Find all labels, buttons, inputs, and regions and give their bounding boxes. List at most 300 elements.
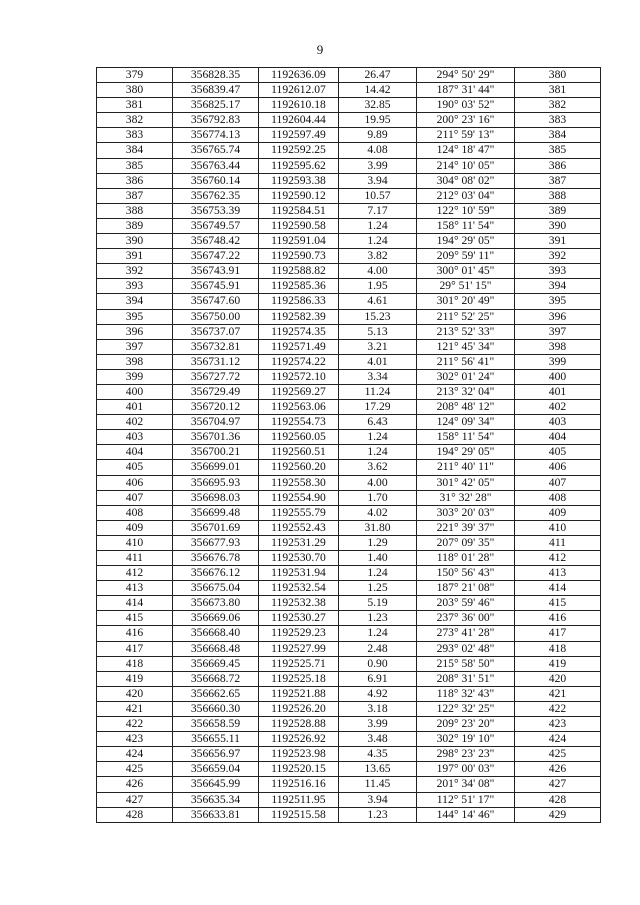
next-point-number-cell: 402 [515, 400, 601, 415]
bearing-cell: 302° 19' 10" [417, 732, 515, 747]
y-coordinate-cell: 1192582.39 [259, 309, 339, 324]
table-row [97, 113, 601, 128]
next-point-number-cell: 423 [515, 717, 601, 732]
x-coordinate-cell: 356676.12 [173, 566, 259, 581]
y-coordinate-cell: 1192572.10 [259, 369, 339, 384]
bearing-cell: 124° 18' 47" [417, 143, 515, 158]
point-number-cell: 388 [97, 203, 173, 218]
distance-cell: 1.24 [339, 626, 417, 641]
bearing-cell: 304° 08' 02" [417, 173, 515, 188]
bearing-cell: 298° 23' 23" [417, 747, 515, 762]
y-coordinate-cell: 1192592.25 [259, 143, 339, 158]
y-coordinate-cell: 1192527.99 [259, 641, 339, 656]
distance-cell: 19.95 [339, 113, 417, 128]
coordinate-table-body [97, 68, 601, 823]
bearing-cell: 124° 09' 34" [417, 415, 515, 430]
table-row [97, 611, 601, 626]
table-row [97, 535, 601, 550]
y-coordinate-cell: 1192588.82 [259, 264, 339, 279]
table-row [97, 641, 601, 656]
distance-cell: 3.18 [339, 701, 417, 716]
y-coordinate-cell: 1192597.49 [259, 128, 339, 143]
y-coordinate-cell: 1192585.36 [259, 279, 339, 294]
y-coordinate-cell: 1192532.54 [259, 581, 339, 596]
y-coordinate-cell: 1192554.73 [259, 415, 339, 430]
x-coordinate-cell: 356677.93 [173, 535, 259, 550]
distance-cell: 31.80 [339, 520, 417, 535]
point-number-cell: 385 [97, 158, 173, 173]
distance-cell: 4.00 [339, 264, 417, 279]
table-row [97, 551, 601, 566]
next-point-number-cell: 418 [515, 641, 601, 656]
next-point-number-cell: 381 [515, 83, 601, 98]
y-coordinate-cell: 1192586.33 [259, 294, 339, 309]
y-coordinate-cell: 1192521.88 [259, 686, 339, 701]
table-row [97, 264, 601, 279]
point-number-cell: 412 [97, 566, 173, 581]
point-number-cell: 427 [97, 792, 173, 807]
bearing-cell: 212° 03' 04" [417, 188, 515, 203]
y-coordinate-cell: 1192636.09 [259, 68, 339, 83]
y-coordinate-cell: 1192555.79 [259, 505, 339, 520]
x-coordinate-cell: 356825.17 [173, 98, 259, 113]
bearing-cell: 201° 34' 08" [417, 777, 515, 792]
distance-cell: 9.89 [339, 128, 417, 143]
distance-cell: 15.23 [339, 309, 417, 324]
y-coordinate-cell: 1192523.98 [259, 747, 339, 762]
next-point-number-cell: 401 [515, 384, 601, 399]
x-coordinate-cell: 356701.69 [173, 520, 259, 535]
x-coordinate-cell: 356704.97 [173, 415, 259, 430]
next-point-number-cell: 411 [515, 535, 601, 550]
table-row [97, 626, 601, 641]
distance-cell: 7.17 [339, 203, 417, 218]
point-number-cell: 405 [97, 460, 173, 475]
point-number-cell: 421 [97, 701, 173, 716]
distance-cell: 3.21 [339, 339, 417, 354]
bearing-cell: 194° 29' 05" [417, 445, 515, 460]
table-row [97, 415, 601, 430]
y-coordinate-cell: 1192558.30 [259, 475, 339, 490]
point-number-cell: 410 [97, 535, 173, 550]
bearing-cell: 209° 23' 20" [417, 717, 515, 732]
x-coordinate-cell: 356699.01 [173, 460, 259, 475]
next-point-number-cell: 428 [515, 792, 601, 807]
next-point-number-cell: 420 [515, 671, 601, 686]
bearing-cell: 303° 20' 03" [417, 505, 515, 520]
x-coordinate-cell: 356720.12 [173, 400, 259, 415]
distance-cell: 6.43 [339, 415, 417, 430]
point-number-cell: 380 [97, 83, 173, 98]
x-coordinate-cell: 356774.13 [173, 128, 259, 143]
bearing-cell: 122° 10' 59" [417, 203, 515, 218]
distance-cell: 4.92 [339, 686, 417, 701]
bearing-cell: 211° 59' 13" [417, 128, 515, 143]
distance-cell: 6.91 [339, 671, 417, 686]
point-number-cell: 382 [97, 113, 173, 128]
y-coordinate-cell: 1192590.58 [259, 218, 339, 233]
point-number-cell: 408 [97, 505, 173, 520]
point-number-cell: 379 [97, 68, 173, 83]
coordinate-table [96, 67, 601, 823]
point-number-cell: 422 [97, 717, 173, 732]
y-coordinate-cell: 1192531.29 [259, 535, 339, 550]
bearing-cell: 200° 23' 16" [417, 113, 515, 128]
x-coordinate-cell: 356839.47 [173, 83, 259, 98]
table-row [97, 128, 601, 143]
y-coordinate-cell: 1192593.38 [259, 173, 339, 188]
point-number-cell: 404 [97, 445, 173, 460]
bearing-cell: 112° 51' 17" [417, 792, 515, 807]
table-row [97, 173, 601, 188]
x-coordinate-cell: 356753.39 [173, 203, 259, 218]
x-coordinate-cell: 356765.74 [173, 143, 259, 158]
bearing-cell: 187° 21' 08" [417, 581, 515, 596]
x-coordinate-cell: 356633.81 [173, 807, 259, 822]
point-number-cell: 389 [97, 218, 173, 233]
bearing-cell: 209° 59' 11" [417, 249, 515, 264]
table-row [97, 792, 601, 807]
y-coordinate-cell: 1192530.27 [259, 611, 339, 626]
table-row [97, 98, 601, 113]
table-row [97, 686, 601, 701]
y-coordinate-cell: 1192591.04 [259, 234, 339, 249]
x-coordinate-cell: 356700.21 [173, 445, 259, 460]
next-point-number-cell: 386 [515, 158, 601, 173]
y-coordinate-cell: 1192560.20 [259, 460, 339, 475]
point-number-cell: 398 [97, 354, 173, 369]
page-number: 9 [316, 42, 324, 57]
table-row [97, 384, 601, 399]
next-point-number-cell: 429 [515, 807, 601, 822]
next-point-number-cell: 390 [515, 218, 601, 233]
bearing-cell: 31° 32' 28" [417, 490, 515, 505]
bearing-cell: 215° 58' 50" [417, 656, 515, 671]
point-number-cell: 387 [97, 188, 173, 203]
y-coordinate-cell: 1192530.70 [259, 551, 339, 566]
distance-cell: 32.85 [339, 98, 417, 113]
x-coordinate-cell: 356668.40 [173, 626, 259, 641]
bearing-cell: 301° 20' 49" [417, 294, 515, 309]
point-number-cell: 381 [97, 98, 173, 113]
distance-cell: 1.23 [339, 807, 417, 822]
point-number-cell: 400 [97, 384, 173, 399]
x-coordinate-cell: 356656.97 [173, 747, 259, 762]
bearing-cell: 29° 51' 15" [417, 279, 515, 294]
table-row [97, 324, 601, 339]
distance-cell: 1.40 [339, 551, 417, 566]
table-row [97, 143, 601, 158]
distance-cell: 14.42 [339, 83, 417, 98]
x-coordinate-cell: 356676.78 [173, 551, 259, 566]
next-point-number-cell: 404 [515, 430, 601, 445]
next-point-number-cell: 421 [515, 686, 601, 701]
table-row [97, 249, 601, 264]
y-coordinate-cell: 1192526.92 [259, 732, 339, 747]
x-coordinate-cell: 356669.06 [173, 611, 259, 626]
distance-cell: 4.01 [339, 354, 417, 369]
point-number-cell: 402 [97, 415, 173, 430]
point-number-cell: 417 [97, 641, 173, 656]
next-point-number-cell: 422 [515, 701, 601, 716]
distance-cell: 4.02 [339, 505, 417, 520]
next-point-number-cell: 391 [515, 234, 601, 249]
y-coordinate-cell: 1192511.95 [259, 792, 339, 807]
distance-cell: 10.57 [339, 188, 417, 203]
x-coordinate-cell: 356732.81 [173, 339, 259, 354]
table-row [97, 732, 601, 747]
x-coordinate-cell: 356729.49 [173, 384, 259, 399]
distance-cell: 4.08 [339, 143, 417, 158]
x-coordinate-cell: 356749.57 [173, 218, 259, 233]
table-row [97, 596, 601, 611]
bearing-cell: 294° 50' 29" [417, 68, 515, 83]
next-point-number-cell: 419 [515, 656, 601, 671]
y-coordinate-cell: 1192528.88 [259, 717, 339, 732]
point-number-cell: 390 [97, 234, 173, 249]
table-row [97, 218, 601, 233]
distance-cell: 4.61 [339, 294, 417, 309]
distance-cell: 1.29 [339, 535, 417, 550]
x-coordinate-cell: 356645.99 [173, 777, 259, 792]
point-number-cell: 411 [97, 551, 173, 566]
table-row [97, 279, 601, 294]
distance-cell: 1.24 [339, 218, 417, 233]
x-coordinate-cell: 356673.80 [173, 596, 259, 611]
point-number-cell: 416 [97, 626, 173, 641]
next-point-number-cell: 417 [515, 626, 601, 641]
x-coordinate-cell: 356669.45 [173, 656, 259, 671]
y-coordinate-cell: 1192554.90 [259, 490, 339, 505]
table-row [97, 188, 601, 203]
x-coordinate-cell: 356660.30 [173, 701, 259, 716]
bearing-cell: 300° 01' 45" [417, 264, 515, 279]
y-coordinate-cell: 1192516.16 [259, 777, 339, 792]
distance-cell: 3.94 [339, 792, 417, 807]
next-point-number-cell: 414 [515, 581, 601, 596]
table-row [97, 83, 601, 98]
next-point-number-cell: 400 [515, 369, 601, 384]
distance-cell: 1.24 [339, 566, 417, 581]
next-point-number-cell: 405 [515, 445, 601, 460]
point-number-cell: 396 [97, 324, 173, 339]
table-row [97, 203, 601, 218]
y-coordinate-cell: 1192520.15 [259, 762, 339, 777]
y-coordinate-cell: 1192604.44 [259, 113, 339, 128]
point-number-cell: 386 [97, 173, 173, 188]
table-row [97, 460, 601, 475]
distance-cell: 1.24 [339, 234, 417, 249]
x-coordinate-cell: 356659.04 [173, 762, 259, 777]
x-coordinate-cell: 356635.34 [173, 792, 259, 807]
next-point-number-cell: 397 [515, 324, 601, 339]
bearing-cell: 302° 01' 24" [417, 369, 515, 384]
y-coordinate-cell: 1192532.38 [259, 596, 339, 611]
bearing-cell: 214° 10' 05" [417, 158, 515, 173]
bearing-cell: 211° 40' 11" [417, 460, 515, 475]
bearing-cell: 237° 36' 00" [417, 611, 515, 626]
distance-cell: 1.23 [339, 611, 417, 626]
distance-cell: 1.70 [339, 490, 417, 505]
y-coordinate-cell: 1192560.51 [259, 445, 339, 460]
distance-cell: 1.24 [339, 430, 417, 445]
next-point-number-cell: 412 [515, 551, 601, 566]
table-row [97, 717, 601, 732]
bearing-cell: 211° 52' 25" [417, 309, 515, 324]
distance-cell: 3.48 [339, 732, 417, 747]
next-point-number-cell: 392 [515, 249, 601, 264]
table-row [97, 807, 601, 822]
next-point-number-cell: 399 [515, 354, 601, 369]
y-coordinate-cell: 1192574.22 [259, 354, 339, 369]
x-coordinate-cell: 356701.36 [173, 430, 259, 445]
point-number-cell: 393 [97, 279, 173, 294]
next-point-number-cell: 395 [515, 294, 601, 309]
point-number-cell: 383 [97, 128, 173, 143]
next-point-number-cell: 388 [515, 188, 601, 203]
table-row [97, 777, 601, 792]
next-point-number-cell: 385 [515, 143, 601, 158]
distance-cell: 13.65 [339, 762, 417, 777]
x-coordinate-cell: 356792.83 [173, 113, 259, 128]
distance-cell: 1.24 [339, 445, 417, 460]
point-number-cell: 392 [97, 264, 173, 279]
distance-cell: 1.95 [339, 279, 417, 294]
point-number-cell: 409 [97, 520, 173, 535]
point-number-cell: 420 [97, 686, 173, 701]
bearing-cell: 211° 56' 41" [417, 354, 515, 369]
distance-cell: 3.94 [339, 173, 417, 188]
next-point-number-cell: 424 [515, 732, 601, 747]
x-coordinate-cell: 356737.07 [173, 324, 259, 339]
distance-cell: 1.25 [339, 581, 417, 596]
bearing-cell: 293° 02' 48" [417, 641, 515, 656]
x-coordinate-cell: 356750.00 [173, 309, 259, 324]
table-row [97, 445, 601, 460]
next-point-number-cell: 408 [515, 490, 601, 505]
y-coordinate-cell: 1192531.94 [259, 566, 339, 581]
bearing-cell: 118° 01' 28" [417, 551, 515, 566]
table-row [97, 505, 601, 520]
next-point-number-cell: 380 [515, 68, 601, 83]
point-number-cell: 413 [97, 581, 173, 596]
y-coordinate-cell: 1192525.71 [259, 656, 339, 671]
x-coordinate-cell: 356763.44 [173, 158, 259, 173]
point-number-cell: 423 [97, 732, 173, 747]
bearing-cell: 273° 41' 28" [417, 626, 515, 641]
x-coordinate-cell: 356668.72 [173, 671, 259, 686]
bearing-cell: 190° 03' 52" [417, 98, 515, 113]
point-number-cell: 419 [97, 671, 173, 686]
next-point-number-cell: 383 [515, 113, 601, 128]
y-coordinate-cell: 1192574.35 [259, 324, 339, 339]
distance-cell: 3.99 [339, 717, 417, 732]
x-coordinate-cell: 356699.48 [173, 505, 259, 520]
x-coordinate-cell: 356675.04 [173, 581, 259, 596]
x-coordinate-cell: 356655.11 [173, 732, 259, 747]
y-coordinate-cell: 1192552.43 [259, 520, 339, 535]
table-row [97, 490, 601, 505]
point-number-cell: 395 [97, 309, 173, 324]
table-row [97, 158, 601, 173]
table-row [97, 309, 601, 324]
point-number-cell: 394 [97, 294, 173, 309]
bearing-cell: 122° 32' 25" [417, 701, 515, 716]
bearing-cell: 158° 11' 54" [417, 218, 515, 233]
next-point-number-cell: 413 [515, 566, 601, 581]
y-coordinate-cell: 1192610.18 [259, 98, 339, 113]
table-row [97, 354, 601, 369]
point-number-cell: 415 [97, 611, 173, 626]
next-point-number-cell: 415 [515, 596, 601, 611]
table-row [97, 294, 601, 309]
y-coordinate-cell: 1192569.27 [259, 384, 339, 399]
distance-cell: 3.34 [339, 369, 417, 384]
point-number-cell: 401 [97, 400, 173, 415]
bearing-cell: 208° 48' 12" [417, 400, 515, 415]
y-coordinate-cell: 1192584.51 [259, 203, 339, 218]
x-coordinate-cell: 356695.93 [173, 475, 259, 490]
distance-cell: 3.99 [339, 158, 417, 173]
x-coordinate-cell: 356698.03 [173, 490, 259, 505]
y-coordinate-cell: 1192590.12 [259, 188, 339, 203]
point-number-cell: 428 [97, 807, 173, 822]
table-row [97, 369, 601, 384]
bearing-cell: 118° 32' 43" [417, 686, 515, 701]
table-row [97, 671, 601, 686]
point-number-cell: 424 [97, 747, 173, 762]
bearing-cell: 121° 45' 34" [417, 339, 515, 354]
next-point-number-cell: 409 [515, 505, 601, 520]
bearing-cell: 150° 56' 43" [417, 566, 515, 581]
y-coordinate-cell: 1192526.20 [259, 701, 339, 716]
next-point-number-cell: 406 [515, 460, 601, 475]
distance-cell: 17.29 [339, 400, 417, 415]
x-coordinate-cell: 356748.42 [173, 234, 259, 249]
table-row [97, 520, 601, 535]
next-point-number-cell: 387 [515, 173, 601, 188]
table-row [97, 762, 601, 777]
x-coordinate-cell: 356745.91 [173, 279, 259, 294]
point-number-cell: 426 [97, 777, 173, 792]
bearing-cell: 144° 14' 46" [417, 807, 515, 822]
x-coordinate-cell: 356743.91 [173, 264, 259, 279]
next-point-number-cell: 394 [515, 279, 601, 294]
next-point-number-cell: 410 [515, 520, 601, 535]
point-number-cell: 391 [97, 249, 173, 264]
distance-cell: 0.90 [339, 656, 417, 671]
bearing-cell: 194° 29' 05" [417, 234, 515, 249]
point-number-cell: 425 [97, 762, 173, 777]
next-point-number-cell: 382 [515, 98, 601, 113]
distance-cell: 3.82 [339, 249, 417, 264]
y-coordinate-cell: 1192529.23 [259, 626, 339, 641]
bearing-cell: 187° 31' 44" [417, 83, 515, 98]
point-number-cell: 384 [97, 143, 173, 158]
next-point-number-cell: 403 [515, 415, 601, 430]
y-coordinate-cell: 1192571.49 [259, 339, 339, 354]
table-row [97, 701, 601, 716]
distance-cell: 3.62 [339, 460, 417, 475]
y-coordinate-cell: 1192560.05 [259, 430, 339, 445]
distance-cell: 5.13 [339, 324, 417, 339]
y-coordinate-cell: 1192595.62 [259, 158, 339, 173]
distance-cell: 26.47 [339, 68, 417, 83]
table-row [97, 747, 601, 762]
next-point-number-cell: 396 [515, 309, 601, 324]
next-point-number-cell: 389 [515, 203, 601, 218]
next-point-number-cell: 407 [515, 475, 601, 490]
